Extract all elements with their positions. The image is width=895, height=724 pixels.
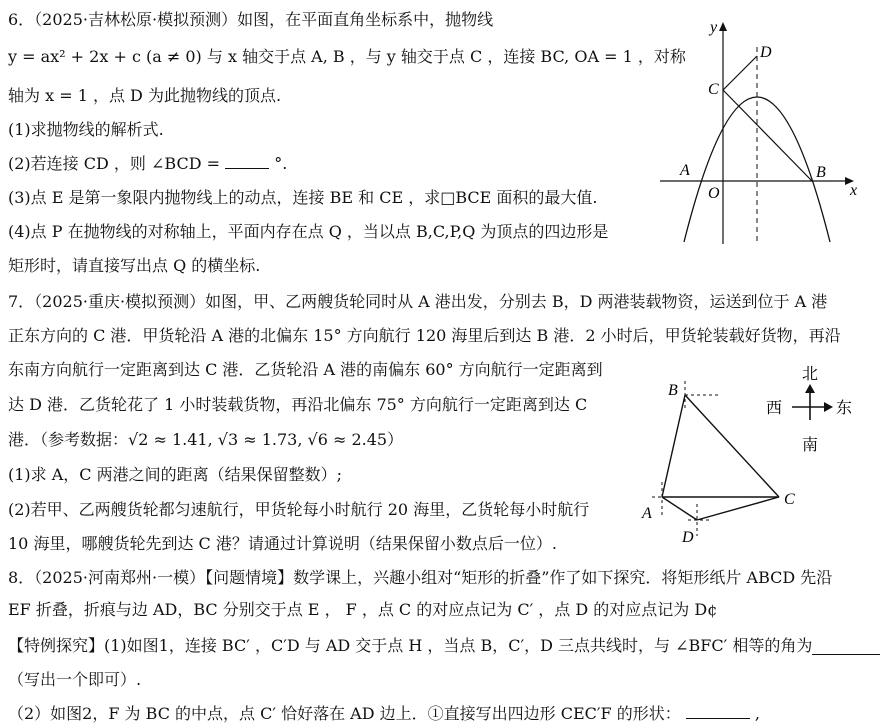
p6-q2-suffix: °.: [274, 154, 288, 173]
compass-icon: [760, 360, 860, 460]
p8-line5-text: （2）如图2，F 为 BC 的中点，点 C′ 恰好落在 AD 边上．①直接写出四边形 CEC′F 的形状：: [8, 704, 681, 723]
compass-north: 北: [802, 364, 819, 383]
compass-west: 西: [766, 398, 783, 417]
label-A: A: [680, 162, 690, 179]
label-O: O: [708, 185, 720, 202]
label-B: B: [816, 164, 826, 181]
p8-line3: [8, 636, 812, 656]
p6-line1: 6．（2025·吉林松原·模拟预测）如图，在平面直角坐标系中，抛物线: [8, 10, 494, 29]
p6-q2-prefix: (2)若连接 CD ，则 ∠BCD =: [8, 154, 221, 173]
p8-line4: （写出一个即可）.: [8, 670, 142, 689]
label-C: C: [784, 491, 795, 508]
p6-q4-line1: (4)点 P 在抛物线的对称轴上，平面内存在点 Q ，当以点 B,C,P,Q 为顶点的四边形是: [8, 222, 609, 241]
compass-north-arrow: [805, 384, 815, 393]
p7-line4: 达 D 港．乙货轮花了 1 小时装载货物，再沿北偏东 75° 方向航行一定距离到达 C: [8, 395, 588, 414]
segment-DC: [697, 497, 779, 520]
p7-q1: (1)求 A，C 两港之间的距离（结果保留整数）;: [8, 465, 343, 484]
p7-line3: 东南方向航行一定距离到达 C 港．乙货轮沿 A 港的南偏东 60° 方向航行一定距离到: [8, 360, 603, 379]
p8-line5-suffix: ,: [754, 704, 760, 723]
label-C: C: [708, 81, 719, 98]
answer-blank[interactable]: [812, 638, 880, 655]
y-axis-arrow: [719, 22, 727, 31]
label-y: y: [710, 19, 718, 36]
compass-east: 东: [836, 398, 853, 417]
p6-q1: (1)求抛物线的解析式.: [8, 120, 164, 139]
segment-CD: [723, 56, 757, 90]
p8-line3-text: 【特例探究】(1)如图1，连接 BC′ ，C′D 与 AD 交于点 H ，当点 B，C′，D 三点共线时，与 ∠BFC′ 相等的角为: [8, 636, 813, 655]
p6-q2: [8, 154, 287, 174]
p7-q2-line1: (2)若甲、乙两艘货轮都匀速航行，甲货轮每小时航行 20 海里，乙货轮每小时航行: [8, 500, 590, 519]
p8-line2: EF 折叠，折痕与边 AD，BC 分别交于点 E ， F ，点 C 的对应点记为 C′ ，点 D 的对应点记为 D¢: [8, 600, 718, 619]
label-A: A: [642, 505, 652, 522]
label-D: D: [682, 529, 694, 546]
label-D: D: [760, 44, 772, 61]
p8-line5: [8, 704, 760, 724]
parabola-figure: [650, 12, 865, 248]
segment-AB: [662, 395, 685, 497]
answer-blank[interactable]: [686, 718, 750, 719]
p7-line2: 正东方向的 C 港．甲货轮沿 A 港的北偏东 15° 方向航行 120 海里后到达 B 港．2 小时后，甲货轮装载好货物，再沿: [8, 326, 841, 345]
answer-blank[interactable]: [225, 168, 269, 169]
label-B: B: [668, 382, 678, 399]
compass-east-arrow: [824, 402, 833, 412]
p7-line1: 7．（2025·重庆·模拟预测）如图，甲、乙两艘货轮同时从 A 港出发，分别去 B，D 两港装载物资，运送到位于 A 港: [8, 292, 828, 311]
p6-q4-line2: 矩形时，请直接写出点 Q 的横坐标.: [8, 256, 261, 275]
label-x: x: [850, 182, 858, 199]
p6-line2: y = ax² + 2x + c (a ≠ 0) 与 x 轴交于点 A, B ，与 y 轴交于点 C ，连接 BC, OA = 1 ，对称: [8, 47, 686, 66]
p7-q2-line2: 10 海里，哪艘货轮先到达 C 港？请通过计算说明（结果保留小数点后一位）.: [8, 534, 557, 553]
compass-south: 南: [802, 435, 819, 454]
p6-line3: 轴为 x = 1 ，点 D 为此抛物线的顶点.: [8, 86, 282, 105]
p6-q3: (3)点 E 是第一象限内抛物线上的动点，连接 BE 和 CE ，求□BCE 面积的最大值.: [8, 188, 598, 207]
segment-BC: [723, 90, 812, 181]
segment-AD: [662, 497, 697, 520]
p8-line1: 8．（2025·河南郑州·一模）【问题情境】数学课上，兴趣小组对“矩形的折叠”作了如下探究．将矩形纸片 ABCD 先沿: [8, 568, 833, 587]
p7-line5: 港．（参考数据：√2 ≈ 1.41, √3 ≈ 1.73, √6 ≈ 2.45）: [8, 430, 404, 449]
